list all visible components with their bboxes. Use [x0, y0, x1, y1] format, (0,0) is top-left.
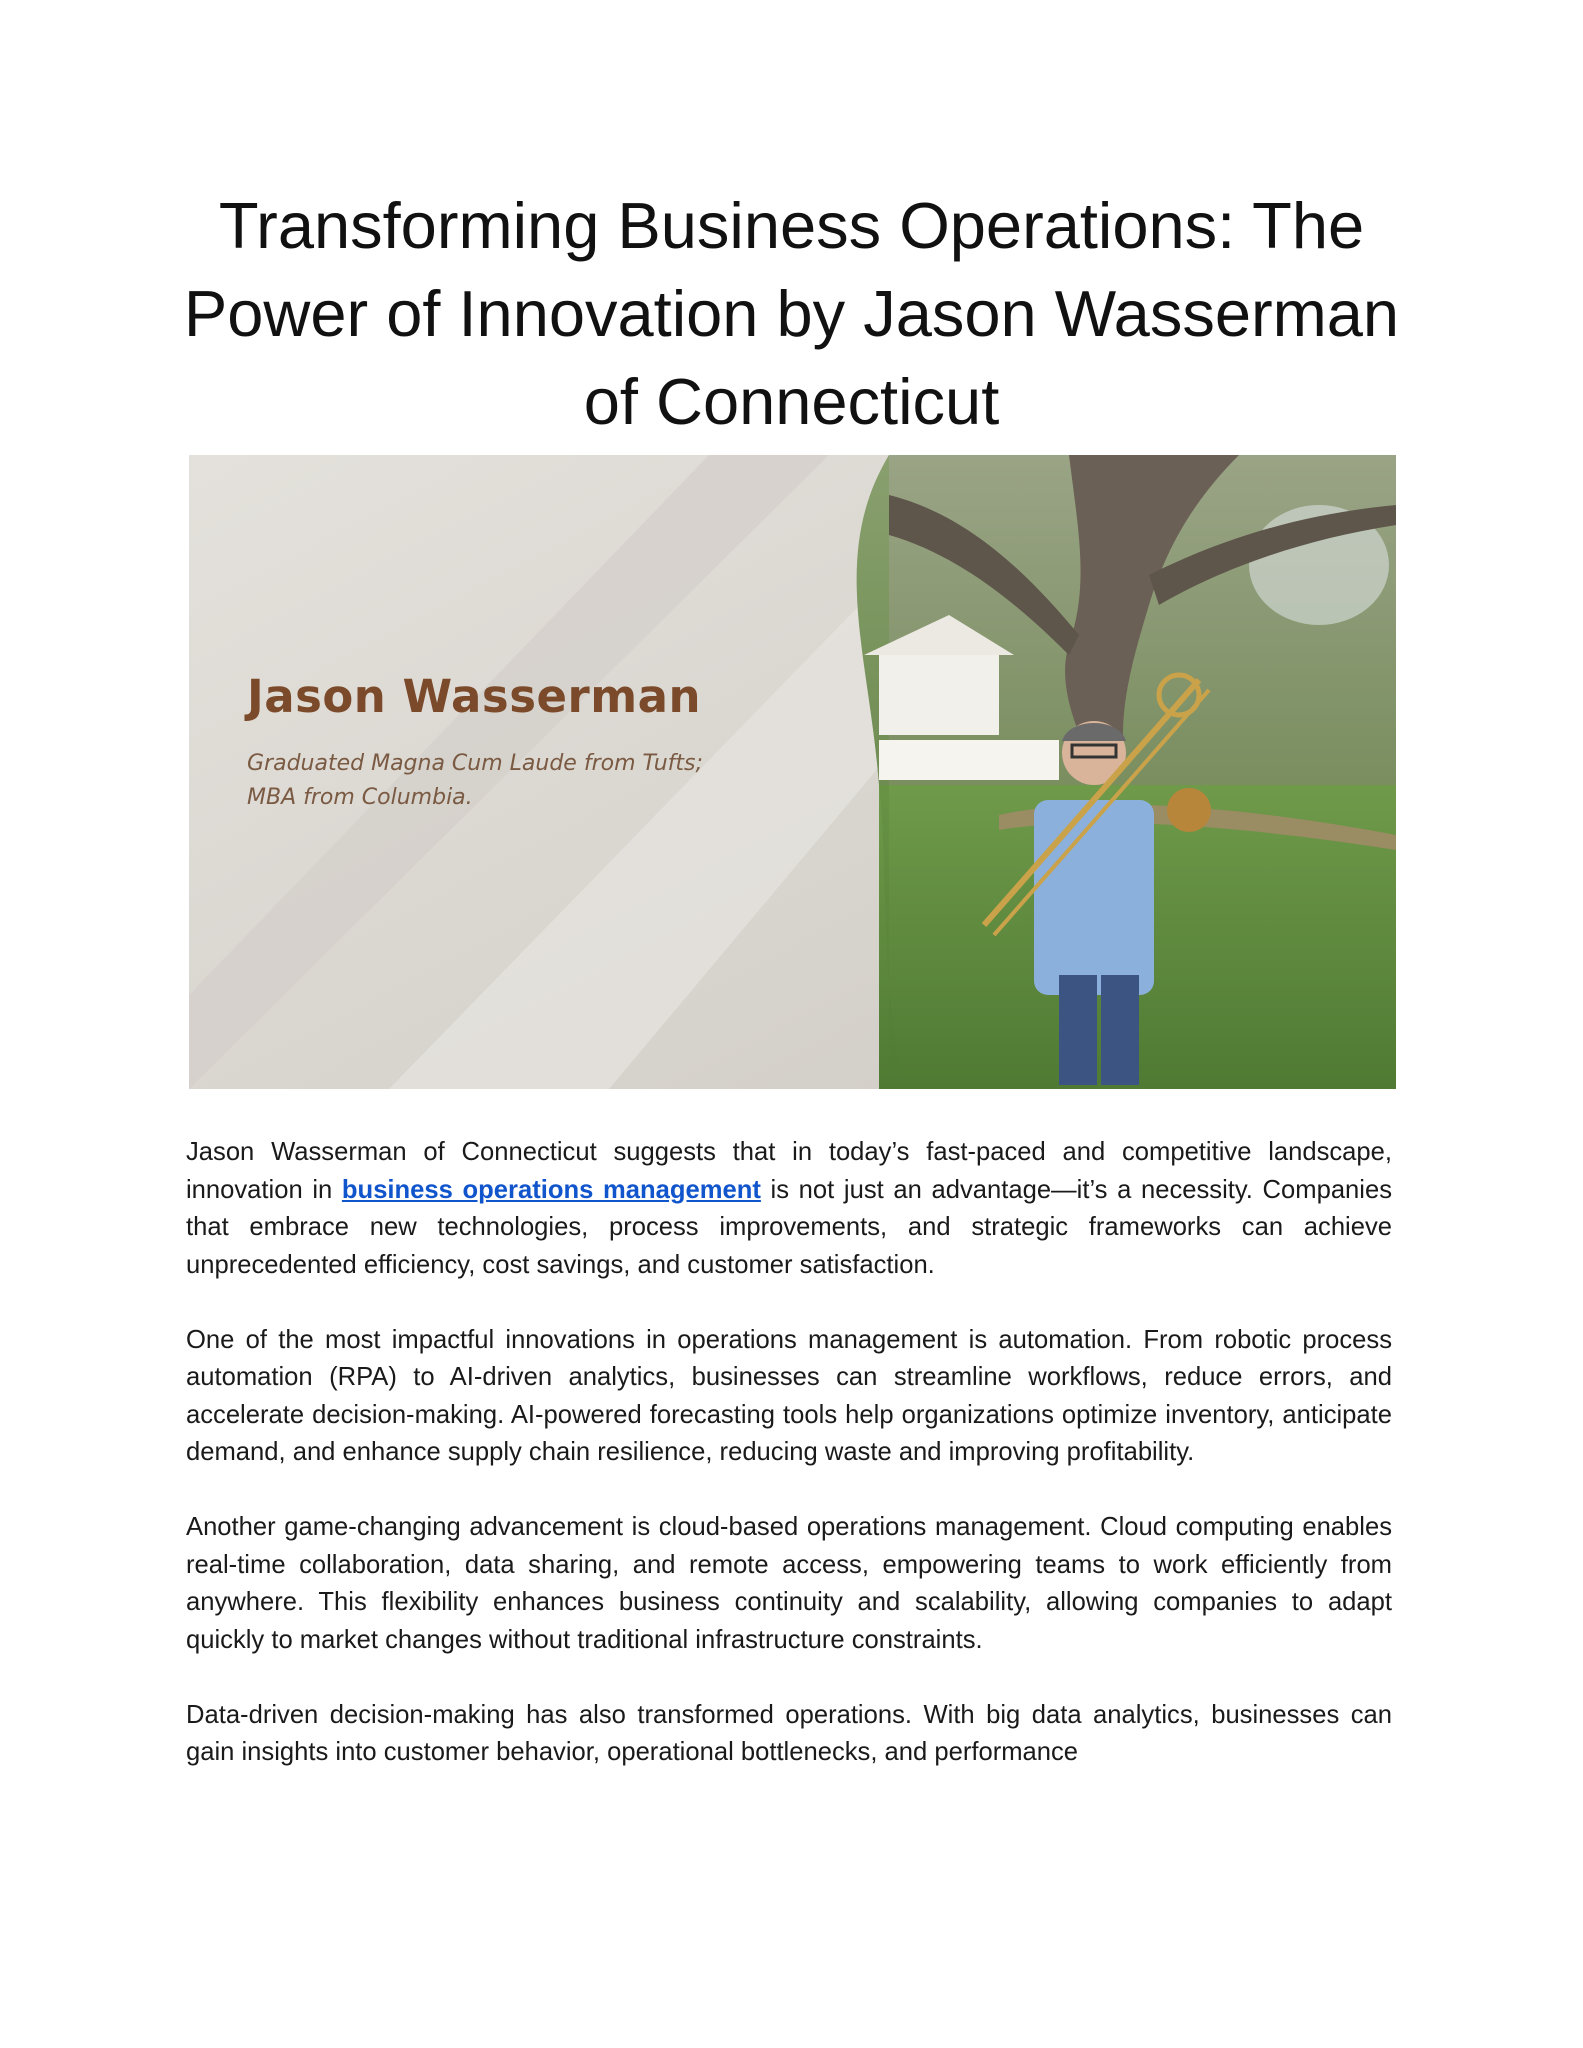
profile-banner-image	[189, 455, 1396, 1089]
paragraph-text: is not just an advantage—it’s a necessity. Companies that embrace new technologies, process improvements, and strategic frameworks can achieve unprecedented efficiency, cost savings, and customer satisfaction.	[186, 1175, 1393, 1279]
business-operations-link[interactable]: business operations management	[341, 1175, 761, 1204]
paragraph-cloud: Another game-changing advancement is cloud-based operations management. Cloud computing enables real-time collaboration, data sharing, and remote access, empowering teams to work efficiently from anywhere. This flexibility enhances business continuity and scalability, allowing companies to adapt quickly to market changes without traditional infrastructure constraints.	[186, 1513, 1392, 1654]
paragraph-intro	[186, 1134, 1392, 1284]
banner-name: Jason Wasserman	[247, 670, 701, 723]
document-title: Transforming Business Operations: The Power of Innovation by Jason Wasserman of Connecticut	[183, 189, 1400, 438]
banner-subtitle	[247, 747, 807, 815]
banner-subtitle-line: Graduated Magna Cum Laude from Tufts;	[247, 751, 703, 776]
paragraph-automation: One of the most impactful innovations in operations management is automation. From robotic process automation (RPA) to AI-driven analytics, businesses can streamline workflows, reduce errors, and accelerate decision-making. AI-powered forecasting tools help organizations optimize inventory, anticipate demand, and enhance supply chain resilience, reducing waste and improving profitability.	[186, 1325, 1392, 1466]
paragraph-text: Jason Wasserman of Connecticut suggests that in today’s fast-paced and competitive landscape, innovation in	[186, 1138, 1392, 1204]
article-body	[186, 1134, 1392, 1809]
banner-subtitle-line: MBA from Columbia.	[247, 785, 473, 810]
paragraph-data-driven: Data-driven decision-making has also transformed operations. With big data analytics, businesses can gain insights into customer behavior, operational bottlenecks, and performance	[186, 1700, 1392, 1766]
